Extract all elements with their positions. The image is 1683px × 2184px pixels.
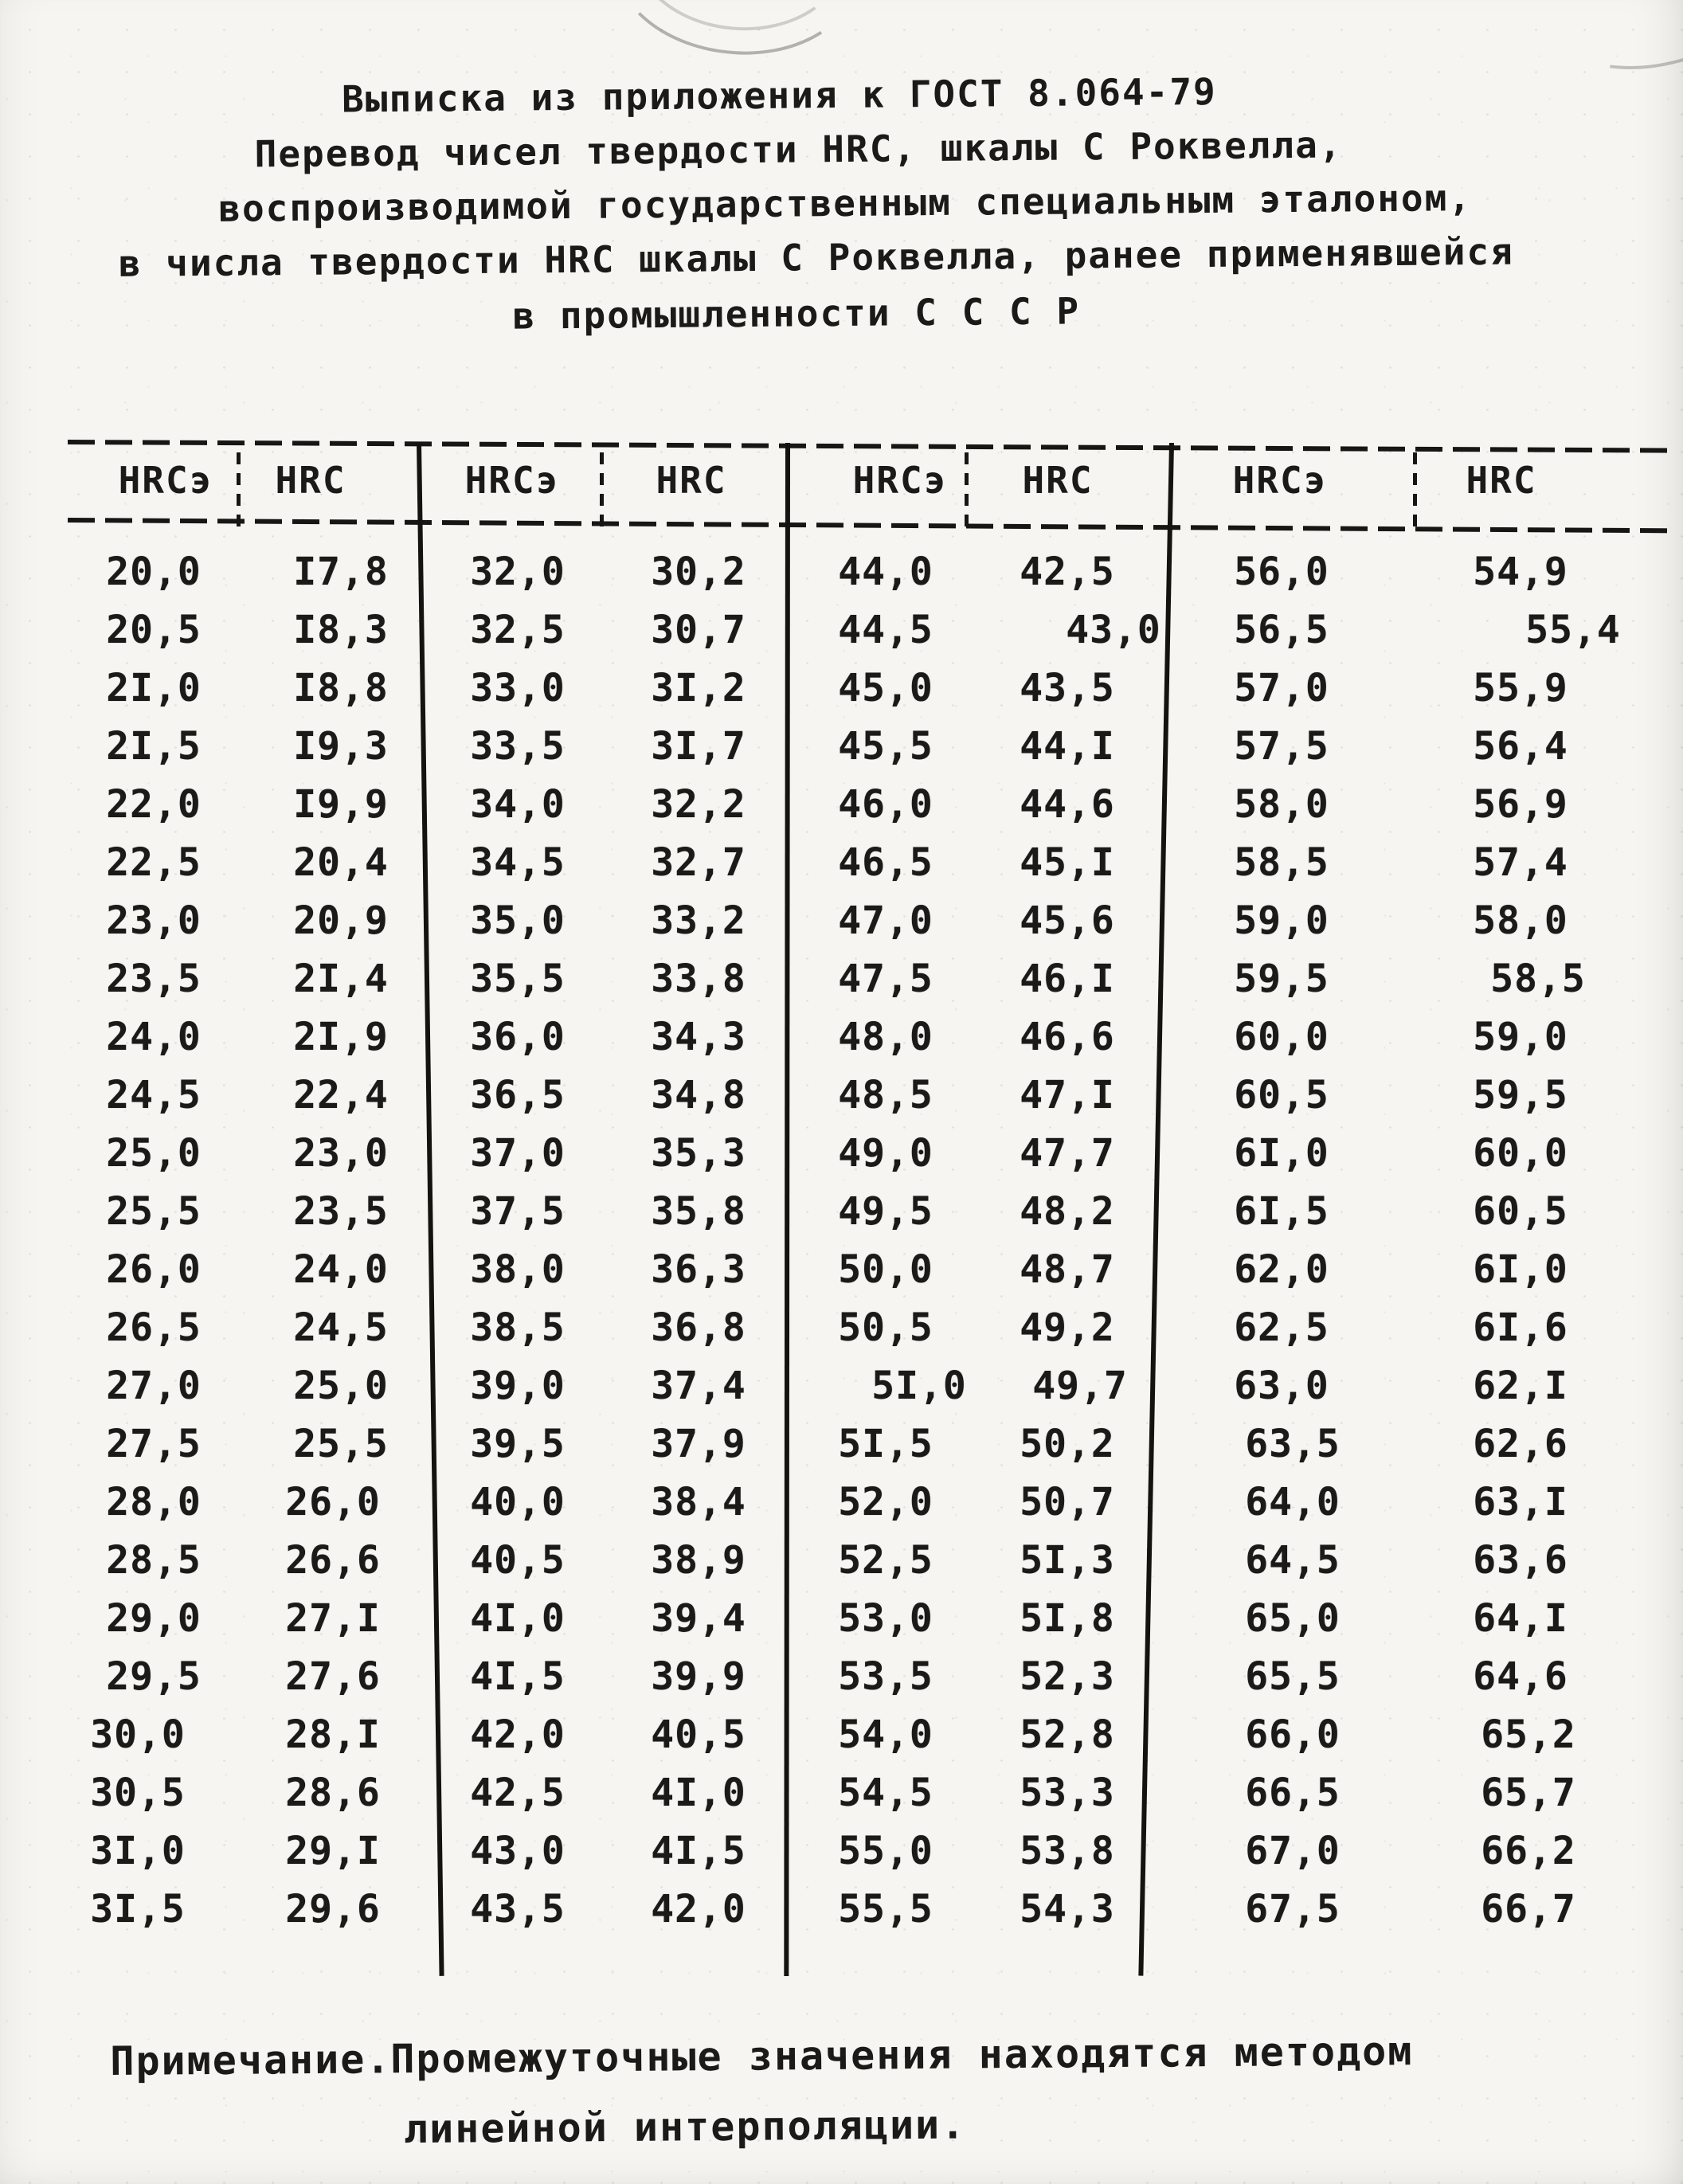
table-cell: 54,5 bbox=[838, 1771, 933, 1815]
table-cell: 20,4 bbox=[293, 840, 389, 885]
table-cell: 64,5 bbox=[1245, 1538, 1341, 1583]
table-cell: 39,4 bbox=[651, 1596, 746, 1641]
table-column-hrce bbox=[1178, 543, 1385, 1939]
scan-stain-arc bbox=[1466, 0, 1683, 126]
table-cell: 49,7 bbox=[1032, 1364, 1128, 1408]
table-cell: 2I,4 bbox=[293, 957, 389, 1001]
table-cell: 59,0 bbox=[1234, 898, 1329, 943]
table-cell: 2I,9 bbox=[293, 1015, 389, 1059]
table-cell: 64,I bbox=[1473, 1596, 1568, 1641]
table-column-hrc bbox=[1417, 543, 1624, 1939]
table-cell: 66,2 bbox=[1481, 1829, 1576, 1873]
table-cell: 50,0 bbox=[838, 1247, 933, 1292]
table-cell: 54,3 bbox=[1020, 1887, 1115, 1932]
table-cell: 66,5 bbox=[1245, 1771, 1341, 1815]
table-cell: 4I,5 bbox=[651, 1829, 746, 1873]
table-cell: 56,9 bbox=[1473, 782, 1568, 827]
table-cell: 40,5 bbox=[651, 1712, 746, 1757]
table-cell: 52,5 bbox=[838, 1538, 933, 1583]
table-cell: 27,0 bbox=[106, 1364, 202, 1408]
table-cell: I8,3 bbox=[293, 608, 389, 652]
table-cell: I9,3 bbox=[293, 724, 389, 769]
table-cell: 52,3 bbox=[1020, 1654, 1115, 1699]
table-column-hrc bbox=[964, 543, 1171, 1939]
table-cell: 55,9 bbox=[1473, 666, 1568, 710]
table-cell: 25,0 bbox=[106, 1131, 202, 1176]
table-cell: 2I,5 bbox=[106, 724, 202, 769]
column-header-hrce: HRCэ bbox=[852, 459, 948, 502]
table-cell: 27,6 bbox=[285, 1654, 381, 1699]
table-cell: 5I,8 bbox=[1020, 1596, 1115, 1641]
table-cell: 52,0 bbox=[838, 1480, 933, 1524]
table-cell: 40,0 bbox=[470, 1480, 566, 1524]
table-cell: 37,9 bbox=[651, 1422, 746, 1466]
table-cell: 28,I bbox=[285, 1712, 381, 1757]
table-column-hrc bbox=[595, 543, 802, 1939]
table-cell: 45,I bbox=[1020, 840, 1115, 885]
table-cell: 48,2 bbox=[1020, 1189, 1115, 1234]
title-line: Перевод чисел твердости HRC, шкалы С Роквелла, bbox=[254, 123, 1343, 176]
table-cell: 24,0 bbox=[293, 1247, 389, 1292]
table-cell: 47,I bbox=[1020, 1073, 1115, 1117]
table-cell: 53,5 bbox=[838, 1654, 933, 1699]
column-header-hrc: HRC bbox=[1466, 459, 1537, 502]
table-cell: 30,5 bbox=[90, 1771, 186, 1815]
table-cell: 35,3 bbox=[651, 1131, 746, 1176]
table-cell: 63,0 bbox=[1234, 1364, 1329, 1408]
note-text-line: Промежуточные значения находятся методом bbox=[390, 2028, 1414, 2083]
table-cell: 62,6 bbox=[1473, 1422, 1568, 1466]
table-cell: 40,5 bbox=[470, 1538, 566, 1583]
table-cell: 42,0 bbox=[651, 1887, 746, 1932]
table-cell: 29,0 bbox=[106, 1596, 202, 1641]
table-cell: 33,5 bbox=[470, 724, 566, 769]
table-cell: 42,5 bbox=[1020, 550, 1115, 594]
table-cell: 65,7 bbox=[1481, 1771, 1576, 1815]
column-header-hrc: HRC bbox=[275, 459, 346, 502]
table-cell: 53,8 bbox=[1020, 1829, 1115, 1873]
column-header-hrce: HRCэ bbox=[464, 459, 560, 502]
table-cell: 33,8 bbox=[651, 957, 746, 1001]
table-cell: 20,9 bbox=[293, 898, 389, 943]
table-cell: 53,3 bbox=[1020, 1771, 1115, 1815]
table-cell: 3I,5 bbox=[90, 1887, 186, 1932]
table-cell: 46,5 bbox=[838, 840, 933, 885]
table-cell: 32,7 bbox=[651, 840, 746, 885]
table-cell: 26,6 bbox=[285, 1538, 381, 1583]
table-cell: 49,2 bbox=[1020, 1305, 1115, 1350]
table-cell: 60,0 bbox=[1234, 1015, 1329, 1059]
table-cell: 64,6 bbox=[1473, 1654, 1568, 1699]
table-top-rule bbox=[68, 440, 1677, 453]
table-cell: 5I,5 bbox=[838, 1422, 933, 1466]
table-cell: 48,5 bbox=[838, 1073, 933, 1117]
table-cell: 48,7 bbox=[1020, 1247, 1115, 1292]
table-cell: 60,0 bbox=[1473, 1131, 1568, 1176]
table-cell: 55,4 bbox=[1525, 608, 1621, 652]
table-cell: 42,5 bbox=[470, 1771, 566, 1815]
title-line: Выписка из приложения к ГОСТ 8.064-79 bbox=[341, 69, 1217, 121]
table-cell: 28,0 bbox=[106, 1480, 202, 1524]
table-cell: 63,6 bbox=[1473, 1538, 1568, 1583]
table-cell: 33,2 bbox=[651, 898, 746, 943]
table-cell: 39,9 bbox=[651, 1654, 746, 1699]
table-cell: 35,0 bbox=[470, 898, 566, 943]
title-line: в числа твердости HRC шкалы С Роквелла, ранее применявшейся bbox=[118, 229, 1514, 285]
table-cell: 58,5 bbox=[1490, 957, 1586, 1001]
table-cell: 37,5 bbox=[470, 1189, 566, 1234]
table-cell: 46,0 bbox=[838, 782, 933, 827]
table-cell: 50,7 bbox=[1020, 1480, 1115, 1524]
table-cell: 49,0 bbox=[838, 1131, 933, 1176]
table-cell: 26,5 bbox=[106, 1305, 202, 1350]
table-cell: 56,0 bbox=[1234, 550, 1329, 594]
table-cell: 54,9 bbox=[1473, 550, 1568, 594]
table-cell: 23,5 bbox=[293, 1189, 389, 1234]
table-cell: 27,I bbox=[285, 1596, 381, 1641]
table-cell: 62,I bbox=[1473, 1364, 1568, 1408]
table-cell: 30,7 bbox=[651, 608, 746, 652]
table-cell: 45,0 bbox=[838, 666, 933, 710]
table-cell: 38,9 bbox=[651, 1538, 746, 1583]
table-cell: 62,5 bbox=[1234, 1305, 1329, 1350]
table-cell: 5I,3 bbox=[1020, 1538, 1115, 1583]
table-cell: 37,4 bbox=[651, 1364, 746, 1408]
column-header-hrce: HRCэ bbox=[118, 459, 213, 502]
table-cell: 32,2 bbox=[651, 782, 746, 827]
table-cell: 62,0 bbox=[1234, 1247, 1329, 1292]
table-cell: 54,0 bbox=[838, 1712, 933, 1757]
table-cell: 24,0 bbox=[106, 1015, 202, 1059]
column-header-hrce: HRCэ bbox=[1232, 459, 1328, 502]
table-cell: 58,5 bbox=[1234, 840, 1329, 885]
table-cell: 43,0 bbox=[470, 1829, 566, 1873]
table-cell: 34,8 bbox=[651, 1073, 746, 1117]
table-cell: I9,9 bbox=[293, 782, 389, 827]
table-cell: 22,5 bbox=[106, 840, 202, 885]
table-cell: 44,0 bbox=[838, 550, 933, 594]
table-cell: 59,5 bbox=[1234, 957, 1329, 1001]
table-cell: 26,0 bbox=[285, 1480, 381, 1524]
table-cell: 5I,0 bbox=[871, 1364, 967, 1408]
table-cell: 36,5 bbox=[470, 1073, 566, 1117]
table-cell: 59,5 bbox=[1473, 1073, 1568, 1117]
table-cell: 25,5 bbox=[293, 1422, 389, 1466]
table-cell: 63,5 bbox=[1245, 1422, 1341, 1466]
table-cell: 3I,2 bbox=[651, 666, 746, 710]
table-cell: 42,0 bbox=[470, 1712, 566, 1757]
table-cell: 34,0 bbox=[470, 782, 566, 827]
table-cell: 32,5 bbox=[470, 608, 566, 652]
table-cell: 58,0 bbox=[1473, 898, 1568, 943]
table-cell: 44,6 bbox=[1020, 782, 1115, 827]
table-cell: 3I,0 bbox=[90, 1829, 186, 1873]
table-cell: 47,0 bbox=[838, 898, 933, 943]
table-cell: I8,8 bbox=[293, 666, 389, 710]
table-cell: 23,0 bbox=[106, 898, 202, 943]
table-cell: 3I,7 bbox=[651, 724, 746, 769]
table-cell: 35,8 bbox=[651, 1189, 746, 1234]
table-cell: 57,0 bbox=[1234, 666, 1329, 710]
table-cell: 67,0 bbox=[1245, 1829, 1341, 1873]
table-cell: 25,5 bbox=[106, 1189, 202, 1234]
table-cell: 28,5 bbox=[106, 1538, 202, 1583]
table-cell: 4I,0 bbox=[651, 1771, 746, 1815]
table-cell: 24,5 bbox=[106, 1073, 202, 1117]
table-cell: 26,0 bbox=[106, 1247, 202, 1292]
table-cell: 53,0 bbox=[838, 1596, 933, 1641]
table-cell: 59,0 bbox=[1473, 1015, 1568, 1059]
table-cell: 22,4 bbox=[293, 1073, 389, 1117]
table-cell: I7,8 bbox=[293, 550, 389, 594]
table-cell: 39,0 bbox=[470, 1364, 566, 1408]
table-cell: 38,4 bbox=[651, 1480, 746, 1524]
table-cell: 64,0 bbox=[1245, 1480, 1341, 1524]
table-cell: 46,I bbox=[1020, 957, 1115, 1001]
table-cell: 30,2 bbox=[651, 550, 746, 594]
table-cell: 47,7 bbox=[1020, 1131, 1115, 1176]
table-cell: 45,5 bbox=[838, 724, 933, 769]
table-cell: 43,5 bbox=[470, 1887, 566, 1932]
table-cell: 25,0 bbox=[293, 1364, 389, 1408]
table-cell: 6I,0 bbox=[1473, 1247, 1568, 1292]
table-cell: 57,4 bbox=[1473, 840, 1568, 885]
table-column-hrce bbox=[50, 543, 257, 1939]
table-cell: 66,7 bbox=[1481, 1887, 1576, 1932]
table-cell: 60,5 bbox=[1473, 1189, 1568, 1234]
table-cell: 37,0 bbox=[470, 1131, 566, 1176]
title-line: воспроизводимой государственным специальным эталоном, bbox=[218, 176, 1473, 230]
table-cell: 4I,0 bbox=[470, 1596, 566, 1641]
table-cell: 6I,6 bbox=[1473, 1305, 1568, 1350]
table-cell: 29,5 bbox=[106, 1654, 202, 1699]
table-cell: 65,0 bbox=[1245, 1596, 1341, 1641]
table-cell: 58,0 bbox=[1234, 782, 1329, 827]
table-cell: 49,5 bbox=[838, 1189, 933, 1234]
table-cell: 33,0 bbox=[470, 666, 566, 710]
table-cell: 23,0 bbox=[293, 1131, 389, 1176]
table-cell: 6I,0 bbox=[1234, 1131, 1329, 1176]
table-cell: 6I,5 bbox=[1234, 1189, 1329, 1234]
table-cell: 2I,0 bbox=[106, 666, 202, 710]
table-cell: 36,8 bbox=[651, 1305, 746, 1350]
table-cell: 39,5 bbox=[470, 1422, 566, 1466]
table-cell: 43,0 bbox=[1066, 608, 1161, 652]
table-column-hrce bbox=[414, 543, 621, 1939]
note-text-line: линейной интерполяции. bbox=[403, 2101, 967, 2153]
table-cell: 24,5 bbox=[293, 1305, 389, 1350]
column-header-hrc: HRC bbox=[656, 459, 727, 502]
table-cell: 56,4 bbox=[1473, 724, 1568, 769]
table-cell: 30,0 bbox=[90, 1712, 186, 1757]
table-cell: 65,5 bbox=[1245, 1654, 1341, 1699]
table-cell: 55,0 bbox=[838, 1829, 933, 1873]
table-cell: 44,I bbox=[1020, 724, 1115, 769]
table-cell: 65,2 bbox=[1481, 1712, 1576, 1757]
table-column-hrc bbox=[237, 543, 444, 1939]
table-cell: 56,5 bbox=[1234, 608, 1329, 652]
table-cell: 67,5 bbox=[1245, 1887, 1341, 1932]
table-cell: 36,3 bbox=[651, 1247, 746, 1292]
table-cell: 27,5 bbox=[106, 1422, 202, 1466]
table-cell: 52,8 bbox=[1020, 1712, 1115, 1757]
table-cell: 34,5 bbox=[470, 840, 566, 885]
table-cell: 63,I bbox=[1473, 1480, 1568, 1524]
table-cell: 50,5 bbox=[838, 1305, 933, 1350]
title-line: в промышленности С С С Р bbox=[512, 289, 1081, 338]
table-cell: 4I,5 bbox=[470, 1654, 566, 1699]
table-cell: 66,0 bbox=[1245, 1712, 1341, 1757]
table-cell: 38,0 bbox=[470, 1247, 566, 1292]
table-cell: 32,0 bbox=[470, 550, 566, 594]
table-cell: 46,6 bbox=[1020, 1015, 1115, 1059]
table-cell: 35,5 bbox=[470, 957, 566, 1001]
table-cell: 36,0 bbox=[470, 1015, 566, 1059]
table-cell: 20,0 bbox=[106, 550, 202, 594]
table-cell: 29,I bbox=[285, 1829, 381, 1873]
table-cell: 44,5 bbox=[838, 608, 933, 652]
table-cell: 20,5 bbox=[106, 608, 202, 652]
table-cell: 50,2 bbox=[1020, 1422, 1115, 1466]
table-cell: 57,5 bbox=[1234, 724, 1329, 769]
table-cell: 22,0 bbox=[106, 782, 202, 827]
table-cell: 38,5 bbox=[470, 1305, 566, 1350]
column-header-hrc: HRC bbox=[1022, 459, 1094, 502]
table-cell: 48,0 bbox=[838, 1015, 933, 1059]
table-cell: 47,5 bbox=[838, 957, 933, 1001]
table-cell: 29,6 bbox=[285, 1887, 381, 1932]
note-label: Примечание. bbox=[110, 2036, 392, 2084]
table-cell: 43,5 bbox=[1020, 666, 1115, 710]
table-cell: 23,5 bbox=[106, 957, 202, 1001]
table-header-rule bbox=[68, 518, 1677, 533]
table-cell: 55,5 bbox=[838, 1887, 933, 1932]
table-cell: 34,3 bbox=[651, 1015, 746, 1059]
table-column-hrce bbox=[782, 543, 989, 1939]
table-cell: 28,6 bbox=[285, 1771, 381, 1815]
table-cell: 60,5 bbox=[1234, 1073, 1329, 1117]
table-cell: 45,6 bbox=[1020, 898, 1115, 943]
